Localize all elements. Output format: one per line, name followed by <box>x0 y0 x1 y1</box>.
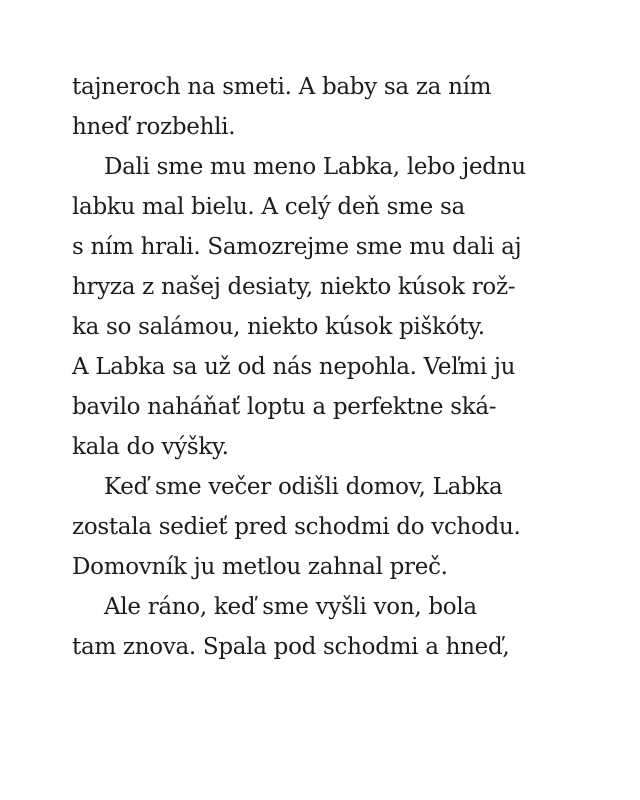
text-line: hryza z našej desiaty, niekto kúsok rož- <box>72 274 516 300</box>
book-page-text <box>72 67 617 667</box>
text-line: tajneroch na smeti. A baby sa za ním <box>72 74 492 100</box>
paragraph-start-line: Ale ráno, keď sme vyšli von, bola <box>104 594 477 620</box>
text-line: ka so salámou, niekto kúsok piškóty. <box>72 314 485 340</box>
text-line: s ním hrali. Samozrejme sme mu dali aj <box>72 234 522 260</box>
text-line: bavilo naháňať loptu a perfektne ská- <box>72 394 497 420</box>
paragraph-start-line: Keď sme večer odišli domov, Labka <box>104 474 503 500</box>
text-line: hneď rozbehli. <box>72 114 236 140</box>
text-line: A Labka sa už od nás nepohla. Veľmi ju <box>72 354 516 380</box>
text-line: zostala sedieť pred schodmi do vchodu. <box>72 514 521 540</box>
text-line: kala do výšky. <box>72 434 229 460</box>
text-line: tam znova. Spala pod schodmi a hneď, <box>72 634 510 660</box>
paragraph-start-line: Dali sme mu meno Labka, lebo jednu <box>104 154 526 180</box>
text-line: Domovník ju metlou zahnal preč. <box>72 554 448 580</box>
text-line: labku mal bielu. A celý deň sme sa <box>72 194 465 220</box>
